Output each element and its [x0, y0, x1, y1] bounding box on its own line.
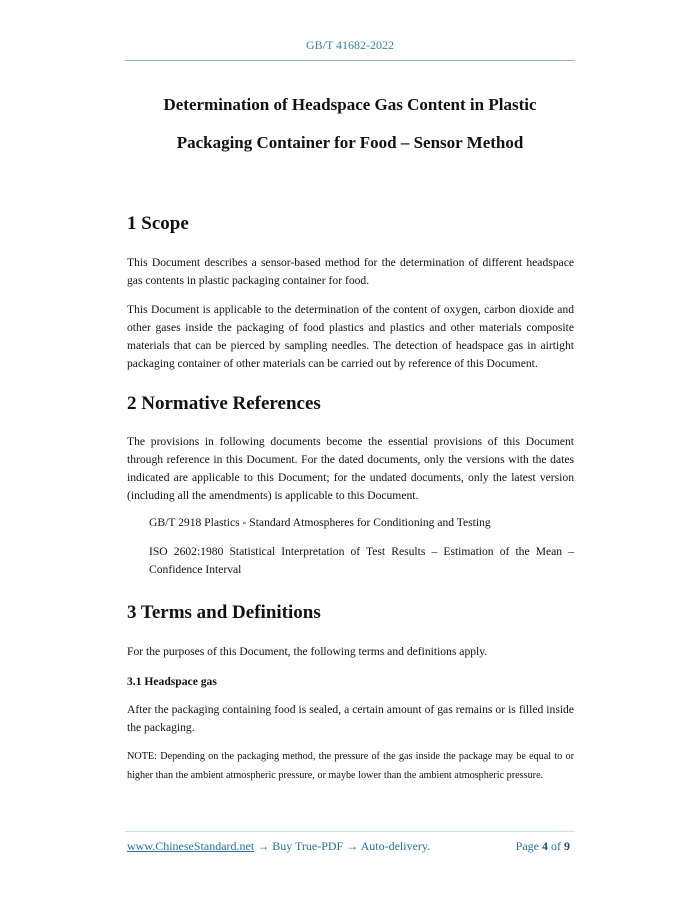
arrow-icon: →: [257, 839, 270, 853]
page-indicator: [516, 839, 570, 854]
section-scope: [127, 213, 574, 235]
reference-2-block: [127, 543, 574, 579]
term-heading-block: [127, 673, 574, 691]
header-divider: [125, 60, 575, 61]
reference-item-1: GB/T 2918 Plastics - Standard Atmospheres for Conditioning and Testing: [149, 516, 491, 529]
scope-paragraph-1: This Document describes a sensor-based method for the determination of different headspace gas contents in plastic packaging container for food.: [127, 256, 574, 287]
section-heading-normative: 2 Normative References: [127, 393, 321, 414]
page-total: 9: [564, 839, 570, 853]
section-heading-scope: 1 Scope: [127, 213, 189, 234]
footer-promo: [127, 839, 430, 853]
footer: [127, 839, 574, 854]
term-definition-block: [127, 701, 574, 737]
section-terms: [127, 602, 574, 624]
scope-paragraph-2: This Document is applicable to the determination of the content of oxygen, carbon dioxide and other gases inside the packaging of food plastics and plastics and other materials composite materials that can be pierced by sampling needles. The detection of headspace gas in airtight packaging container of other materials can be carried out by reference of this Document.: [127, 303, 574, 370]
scope-paragraph-2-block: [127, 301, 574, 373]
document-title: [110, 86, 590, 162]
terms-paragraph: For the purposes of this Document, the following terms and definitions apply.: [127, 645, 488, 658]
section-normative-references: [127, 393, 574, 415]
site-link[interactable]: www.ChineseStandard.net: [127, 839, 255, 853]
footer-divider: [125, 831, 575, 832]
note-block: [127, 747, 574, 785]
header-standard-id: GB/T 41682-2022: [305, 38, 395, 52]
terms-paragraph-block: [127, 643, 574, 661]
section-heading-terms: 3 Terms and Definitions: [127, 602, 321, 623]
page-of-label: of: [551, 839, 561, 853]
page-label: Page: [515, 839, 539, 853]
term-note: NOTE: Depending on the packaging method, the pressure of the gas inside the package may be equal to or higher than the ambient atmospheric pressure, or maybe lower than the ambient atmospheric pressure.: [127, 751, 574, 781]
title-line-1: Determination of Headspace Gas Content in Plastic: [163, 95, 537, 114]
reference-1-block: [127, 514, 574, 532]
title-line-2: Packaging Container for Food – Sensor Method: [176, 133, 524, 152]
delivery-text: Auto-delivery.: [360, 839, 431, 853]
page-number: 4: [542, 839, 548, 853]
term-definition: After the packaging containing food is sealed, a certain amount of gas remains or is filled inside the packaging.: [127, 703, 574, 734]
term-heading-headspace-gas: 3.1 Headspace gas: [127, 675, 217, 688]
normative-paragraph-block: [127, 433, 574, 505]
arrow-icon: →: [346, 839, 359, 853]
buy-link[interactable]: Buy True-PDF: [272, 839, 344, 853]
reference-item-2: ISO 2602:1980 Statistical Interpretation of Test Results – Estimation of the Mean – Confidence Interval: [149, 545, 574, 576]
normative-paragraph: The provisions in following documents become the essential provisions of this Document through reference in this Document. For the dated documents, only the versions with the dates indicated are applicable to this Document; for the undated documents, only the latest version (including all the amendments) is applicable to this Document.: [127, 435, 574, 502]
scope-paragraph-1-block: [127, 254, 574, 290]
